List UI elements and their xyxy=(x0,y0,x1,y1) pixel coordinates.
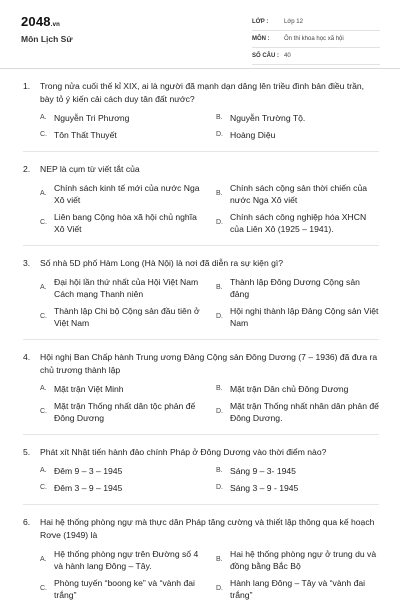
option-text: Thành lập Chi bộ Cộng sản đầu tiên ở Việt Nam xyxy=(54,306,200,328)
question-text: Phát xít Nhật tiến hành đảo chính Pháp ở Đông Dương vào thời điểm nào? xyxy=(40,447,327,457)
option-text: Đại hội lần thứ nhất của Hội Việt Nam Cách mạng Thanh niên xyxy=(54,277,199,299)
option-text: Mặt trận Thống nhất nhân dân phản đế Đông Dương. xyxy=(230,401,379,423)
option-text: Nguyễn Trường Tộ. xyxy=(230,113,306,123)
option-c[interactable] xyxy=(40,129,216,141)
question-text: Số nhà 5D phố Hàm Long (Hà Nội) là nơi đã diễn ra sự kiện gì? xyxy=(40,258,284,268)
option-text: Mặt trận Dân chủ Đông Dương xyxy=(230,384,349,394)
question-divider xyxy=(23,504,379,505)
option-letter: A. xyxy=(40,190,47,197)
exam-meta xyxy=(252,14,380,65)
question-text-row xyxy=(23,80,379,106)
option-letter: A. xyxy=(40,385,47,392)
site-logo[interactable] xyxy=(21,14,73,29)
option-b[interactable] xyxy=(216,182,392,206)
meta-row-class xyxy=(252,14,380,31)
option-d[interactable] xyxy=(216,211,392,235)
option-text: Đêm 3 – 9 – 1945 xyxy=(54,483,123,493)
option-letter: C. xyxy=(40,408,47,415)
option-text: Đêm 9 – 3 – 1945 xyxy=(54,466,123,476)
meta-value: Lớp 12 xyxy=(284,19,303,25)
answer-options xyxy=(40,465,379,494)
option-a[interactable] xyxy=(40,112,216,124)
meta-key: LỚP : xyxy=(252,19,269,25)
question-number: 5. xyxy=(23,447,31,457)
option-a[interactable] xyxy=(40,548,216,572)
option-letter: C. xyxy=(40,585,47,592)
question-text-row xyxy=(23,446,379,459)
option-c[interactable] xyxy=(40,211,216,235)
question-text: Trong nửa cuối thế kỉ XIX, ai là người đã mạnh dạn dâng lên triều đình bản điều trần, bày tỏ ý kiến cải cách duy tân đất nước? xyxy=(40,81,365,104)
option-letter: B. xyxy=(216,284,223,291)
meta-row-count xyxy=(252,48,380,65)
meta-key: SỐ CÂU : xyxy=(252,53,279,59)
answer-options xyxy=(40,383,379,424)
brand-block xyxy=(21,14,73,44)
question-number: 3. xyxy=(23,258,31,268)
option-d[interactable] xyxy=(216,482,392,494)
option-b[interactable] xyxy=(216,112,392,124)
option-letter: D. xyxy=(216,219,223,226)
option-letter: B. xyxy=(216,190,223,197)
logo-main: 2048 xyxy=(21,14,51,29)
meta-row-subject xyxy=(252,31,380,48)
option-d[interactable] xyxy=(216,577,392,601)
page-header xyxy=(0,0,400,69)
question-list xyxy=(0,80,400,601)
option-text: Sáng 3 – 9 - 1945 xyxy=(230,483,299,493)
question-divider xyxy=(23,245,379,246)
option-text: Chính sách cộng sản thời chiến của nước Nga Xô viết xyxy=(230,183,368,205)
answer-options xyxy=(40,112,379,141)
question-text-row xyxy=(23,257,379,270)
option-text: Phòng tuyến “boong ke” và “vành đai trắng” xyxy=(54,578,195,600)
option-text: Hai hệ thống phòng ngự ở trung du và đồng bằng Bắc Bộ xyxy=(230,549,377,571)
question-text-row xyxy=(23,351,379,377)
meta-value: Ôn thi khoa học xã hội xyxy=(284,36,344,42)
option-text: Nguyễn Tri Phương xyxy=(54,113,130,123)
option-text: Hệ thống phòng ngự trên Đường số 4 và hành lang Đông – Tây. xyxy=(54,549,199,571)
option-text: Chính sách công nghiệp hóa XHCN của Liên Xô (1925 – 1941). xyxy=(230,212,367,234)
option-c[interactable] xyxy=(40,577,216,601)
option-b[interactable] xyxy=(216,548,392,572)
option-text: Mặt trận Việt Minh xyxy=(54,384,124,394)
option-c[interactable] xyxy=(40,305,216,329)
option-b[interactable] xyxy=(216,276,392,300)
option-text: Liên bang Cộng hòa xã hội chủ nghĩa Xô Viết xyxy=(54,212,197,234)
option-letter: B. xyxy=(216,467,223,474)
option-a[interactable] xyxy=(40,465,216,477)
question-2 xyxy=(23,163,379,246)
option-letter: A. xyxy=(40,467,47,474)
option-c[interactable] xyxy=(40,482,216,494)
option-a[interactable] xyxy=(40,182,216,206)
question-4 xyxy=(23,351,379,435)
answer-options xyxy=(40,182,379,235)
question-text: Hội nghị Ban Chấp hành Trung ương Đảng Cộng sản Đông Dương (7 – 1936) đã đưa ra chủ trương thành lập xyxy=(40,352,378,375)
option-d[interactable] xyxy=(216,305,392,329)
question-1 xyxy=(23,80,379,152)
question-6 xyxy=(23,516,379,601)
logo-suffix: .vn xyxy=(50,22,61,28)
option-text: Chính sách kinh tế mới của nước Nga Xô viết xyxy=(54,183,200,205)
option-d[interactable] xyxy=(216,129,392,141)
question-5 xyxy=(23,446,379,505)
option-letter: A. xyxy=(40,556,47,563)
question-divider xyxy=(23,151,379,152)
option-letter: D. xyxy=(216,408,223,415)
answer-options xyxy=(40,548,379,601)
option-text: Tôn Thất Thuyết xyxy=(54,130,117,140)
meta-key: MÔN : xyxy=(252,36,270,42)
option-text: Hành lang Đông – Tây và “vành đai trắng” xyxy=(230,578,366,600)
option-a[interactable] xyxy=(40,383,216,395)
subject-title: Môn Lịch Sử xyxy=(21,34,73,44)
option-letter: C. xyxy=(40,131,47,138)
question-text-row xyxy=(23,516,379,542)
option-letter: D. xyxy=(216,585,223,592)
answer-options xyxy=(40,276,379,329)
question-divider xyxy=(23,339,379,340)
option-letter: D. xyxy=(216,313,223,320)
question-text: Hai hệ thống phòng ngự mà thực dân Pháp tăng cường và thiết lập thông qua kế hoạch Rơve (1949) là xyxy=(40,517,375,540)
option-letter: B. xyxy=(216,114,223,121)
option-d[interactable] xyxy=(216,400,392,424)
option-text: Mặt trận Thống nhất dân tộc phản đế Đông Dương xyxy=(54,401,196,423)
option-letter: D. xyxy=(216,484,223,491)
option-text: Sáng 9 – 3- 1945 xyxy=(230,466,296,476)
option-text: Hoàng Diệu xyxy=(230,130,276,140)
option-letter: B. xyxy=(216,385,223,392)
option-letter: C. xyxy=(40,484,47,491)
question-number: 6. xyxy=(23,517,31,527)
question-3 xyxy=(23,257,379,340)
option-b[interactable] xyxy=(216,383,392,395)
option-c[interactable] xyxy=(40,400,216,424)
question-number: 4. xyxy=(23,352,31,362)
question-text-row xyxy=(23,163,379,176)
option-letter: C. xyxy=(40,219,47,226)
option-letter: B. xyxy=(216,556,223,563)
question-number: 1. xyxy=(23,81,31,91)
option-text: Hội nghị thành lập Đảng Cộng sản Việt Nam xyxy=(230,306,379,328)
question-number: 2. xyxy=(23,164,31,174)
question-divider xyxy=(23,434,379,435)
option-letter: A. xyxy=(40,114,47,121)
option-a[interactable] xyxy=(40,276,216,300)
option-letter: A. xyxy=(40,284,47,291)
option-letter: C. xyxy=(40,313,47,320)
option-letter: D. xyxy=(216,131,223,138)
question-text: NEP là cụm từ viết tắt của xyxy=(40,164,140,174)
meta-value: 40 xyxy=(284,53,291,59)
option-b[interactable] xyxy=(216,465,392,477)
option-text: Thành lập Đông Dương Cộng sản đảng xyxy=(230,277,360,299)
